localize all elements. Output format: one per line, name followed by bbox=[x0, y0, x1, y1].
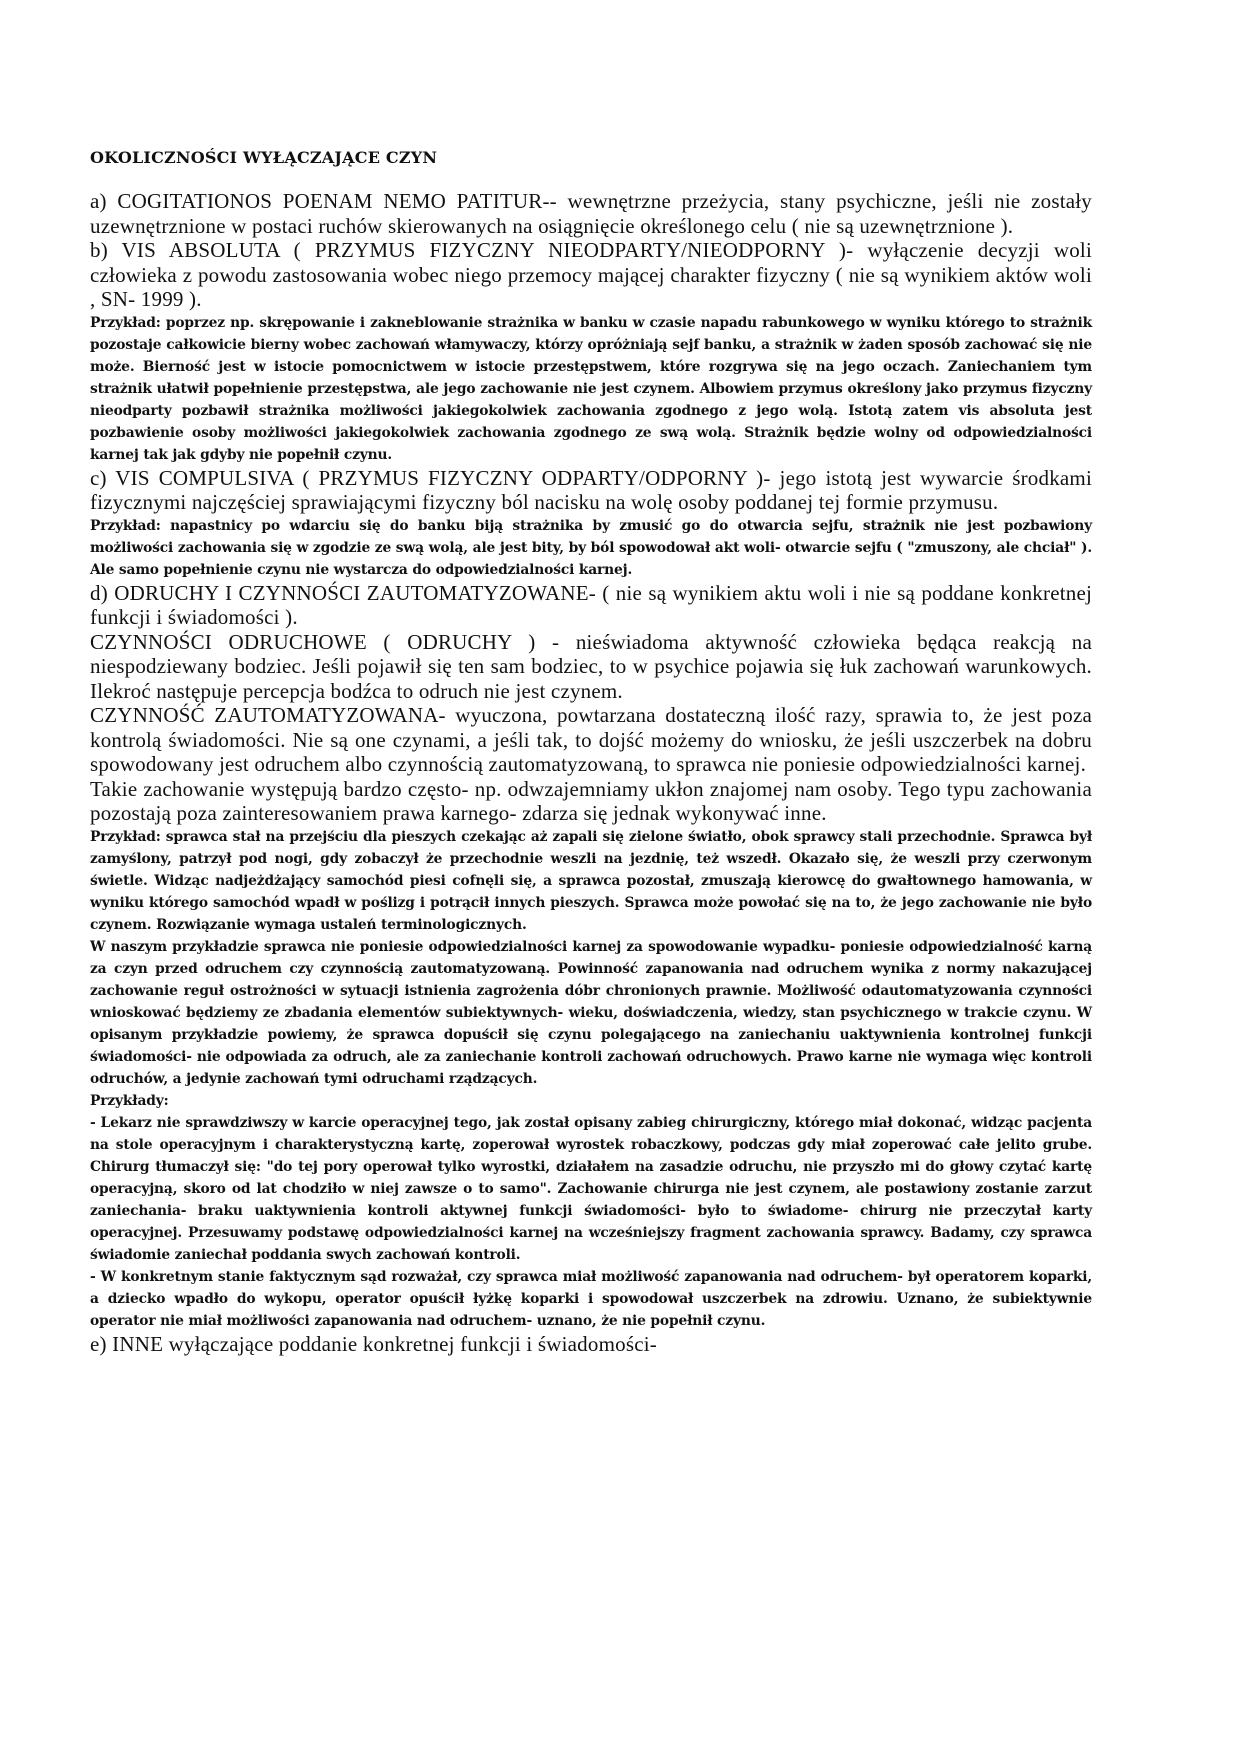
document-title: OKOLICZNOŚCI WYŁĄCZAJĄCE CZYN bbox=[90, 148, 438, 167]
paragraph-odruchy: d) ODRUCHY I CZYNNOŚCI ZAUTOMATYZOWANE- ( nie są wynikiem aktu woli i nie są poddane konkretnej funkcji i świadomości ). bbox=[90, 580, 1092, 629]
paragraph-czynnosci-odruchowe: CZYNNOŚCI ODRUCHOWE ( ODRUCHY ) - nieświadoma aktywność człowieka będąca reakcją na niespodziewany bodziec. Jeśli pojawił się ten sam bodziec, to w psychice pojawia się łuk zachowań warunkowych. Ilekroć następuje percepcja bodźca to odruch nie jest czynem. bbox=[90, 629, 1092, 703]
paragraph-inne: e) INNE wyłączające poddanie konkretnej funkcji i świadomości- bbox=[90, 1331, 657, 1356]
paragraph-takie-zachowanie: Takie zachowanie występują bardzo często- np. odwzajemniamy ukłon znajomej nam osoby. Tego typu zachowania pozostają poza zainteresowaniem prawa karnego- zdarza się jednak wykonywać inne. bbox=[90, 776, 1092, 825]
paragraph-w-naszym-przykladzie: W naszym przykładzie sprawca nie poniesie odpowiedzialności karnej za spowodowanie wypadku- poniesie odpowiedzialność karną za czyn przed odruchem czy czynnością zautomatyzowaną. Powinność zapanowania nad odruchem wynika z normy nakazującej zachowanie reguł ostrożności w sytuacji istnienia zagrożenia dóbr chronionych prawnie. Możliwość odautomatyzowania czynności wnioskować będziemy ze zbadania elementów subiektywnych- wieku, doświadczenia, wiedzy, stan psychicznego w trakcie czynu. W opisanym przykładzie powiemy, że sprawca dopuścił się czynu polegającego na zaniechaniu uaktywnienia kontrolnej funkcji świadomości- nie odpowiada za odruch, ale za zaniechanie kontroli zachowań odruchowych. Prawo karne nie wymaga więc kontroli odruchów, a jedynie zachowań tymi odruchami rządzących. bbox=[90, 938, 1092, 1087]
example-koparka: - W konkretnym stanie faktycznym sąd rozważał, czy sprawca miał możliwość zapanowania nad odruchem- był operatorem koparki, a dziecko wpadło do wykopu, operator opuścił łyżkę koparki i spowodował uszczerbek na zdrowiu. Uznano, że subiektywnie operator nie miał możliwości zapanowania nad odruchem- uznano, że nie popełnił czynu. bbox=[90, 1268, 1092, 1329]
example-vis-compulsiva: Przykład: napastnicy po wdarciu się do banku biją strażnika by zmusić go do otwarcia sejfu, strażnik nie jest pozbawiony możliwości zachowania się w zgodzie ze swą wolą, ale jest bity, by ból spowodował akt woli- otwarcie sejfu ( "zmuszony, ale chciał" ). Ale samo popełnienie czynu nie wystarcza do odpowiedzialności karnej. bbox=[90, 517, 1092, 578]
example-przejscie: Przykład: sprawca stał na przejściu dla pieszych czekając aż zapali się zielone światło, obok sprawcy stali przechodnie. Sprawca był zamyślony, patrzył pod nogi, gdy zobaczył że przechodnie weszli na jezdnię, też wszedł. Okazało się, że weszli przy czerwonym świetle. Widząc nadjeżdżający samochód piesi cofnęli się, a sprawca pozostał, zmuszają kierowcę do gwałtownego hamowania, w wyniku którego samochód wpadł w poślizg i potrącił innych pieszych. Sprawca może powołać się na to, że jego zachowanie nie było czynem. Rozwiązanie wymaga ustaleń terminologicznych. bbox=[90, 828, 1092, 933]
example-lekarz: - Lekarz nie sprawdziwszy w karcie operacyjnej tego, jak został opisany zabieg chirurgiczny, którego miał dokonać, widząc pacjenta na stole operacyjnym i charakterystyczną kartę, zoperował wyrostek robaczkowy, podczas gdy miał zoperować całe jelito grube. Chirurg tłumaczył się: "do tej pory operował tylko wyrostki, działałem na zasadzie odruchu, nie przyszło mi do głowy czytać kartę operacyjną, skoro od lat chodziło w niej zawsze o to samo". Zachowanie chirurga nie jest czynem, ale postawiony zostanie zarzut zaniechania- braku uaktywnienia kontroli aktywnej funkcji świadomości- było to świadome- chirurg nie przeczytał karty operacyjnej. Przesuwamy podstawę odpowiedzialności karnej na wcześniejszy fragment zachowania sprawcy. Badamy, czy sprawca świadomie zaniechał poddania swych zachowań kontroli. bbox=[90, 1114, 1092, 1263]
paragraph-vis-absoluta: b) VIS ABSOLUTA ( PRZYMUS FIZYCZNY NIEODPARTY/NIEODPORNY )- wyłączenie decyzji woli człowieka z powodu zastosowania wobec niego przemocy mającej charakter fizyczny ( nie są wynikiem aktów woli , SN- 1999 ). bbox=[90, 238, 1092, 311]
heading-przyklady: Przykłady: bbox=[90, 1092, 169, 1109]
paragraph-czynnosc-zautomatyzowana: CZYNNOŚĆ ZAUTOMATYZOWANA- wyuczona, powtarzana dostateczną ilość razy, sprawia to, że jest poza kontrolą świadomości. Nie są one czynami, a jeśli tak, to dojść możemy do wniosku, że jeśli uszczerbek na dobru spowodowany jest odruchem albo czynnością zautomatyzowaną, to sprawca nie poniesie odpowiedzialności karnej. bbox=[90, 703, 1092, 776]
example-vis-absoluta: Przykład: poprzez np. skrępowanie i zakneblowanie strażnika w banku w czasie napadu rabunkowego w wyniku którego to strażnik pozostaje całkowicie bierny wobec zachowań włamywaczy, którzy opróżniają sejf banku, a strażnik w żaden sposób zachować się nie może. Bierność jest w istocie pomocnictwem w istocie przestępstwem, które rozgrywa się na jego oczach. Zaniechaniem tym strażnik ułatwił popełnienie przestępstwa, ale jego zachowanie nie jest czynem. Albowiem przymus określony jako przymus fizyczny nieodparty pozbawił strażnika możliwości jakiegokolwiek zachowania zgodnego z jego wolą. Istotą zatem vis absoluta jest pozbawienie osoby możliwości jakiegokolwiek zachowania zgodnego ze swą wolą. Strażnik będzie wolny od odpowiedzialności karnej tak jak gdyby nie popełnił czynu. bbox=[90, 314, 1092, 463]
document-page bbox=[90, 148, 1092, 1356]
paragraph-vis-compulsiva: c) VIS COMPULSIVA ( PRZYMUS FIZYCZNY ODPARTY/ODPORNY )- jego istotą jest wywarcie środkami fizycznymi najczęściej sprawiającymi fizyczny ból nacisku na wolę osoby poddanej tej formie przymusu. bbox=[90, 465, 1092, 514]
paragraph-cogitationis: a) COGITATIONOS POENAM NEMO PATITUR-- wewnętrzne przeżycia, stany psychiczne, jeśli nie zostały uzewnętrznione w postaci ruchów skierowanych na osiągnięcie określonego celu ( nie są uzewnętrznione ). bbox=[90, 189, 1092, 238]
